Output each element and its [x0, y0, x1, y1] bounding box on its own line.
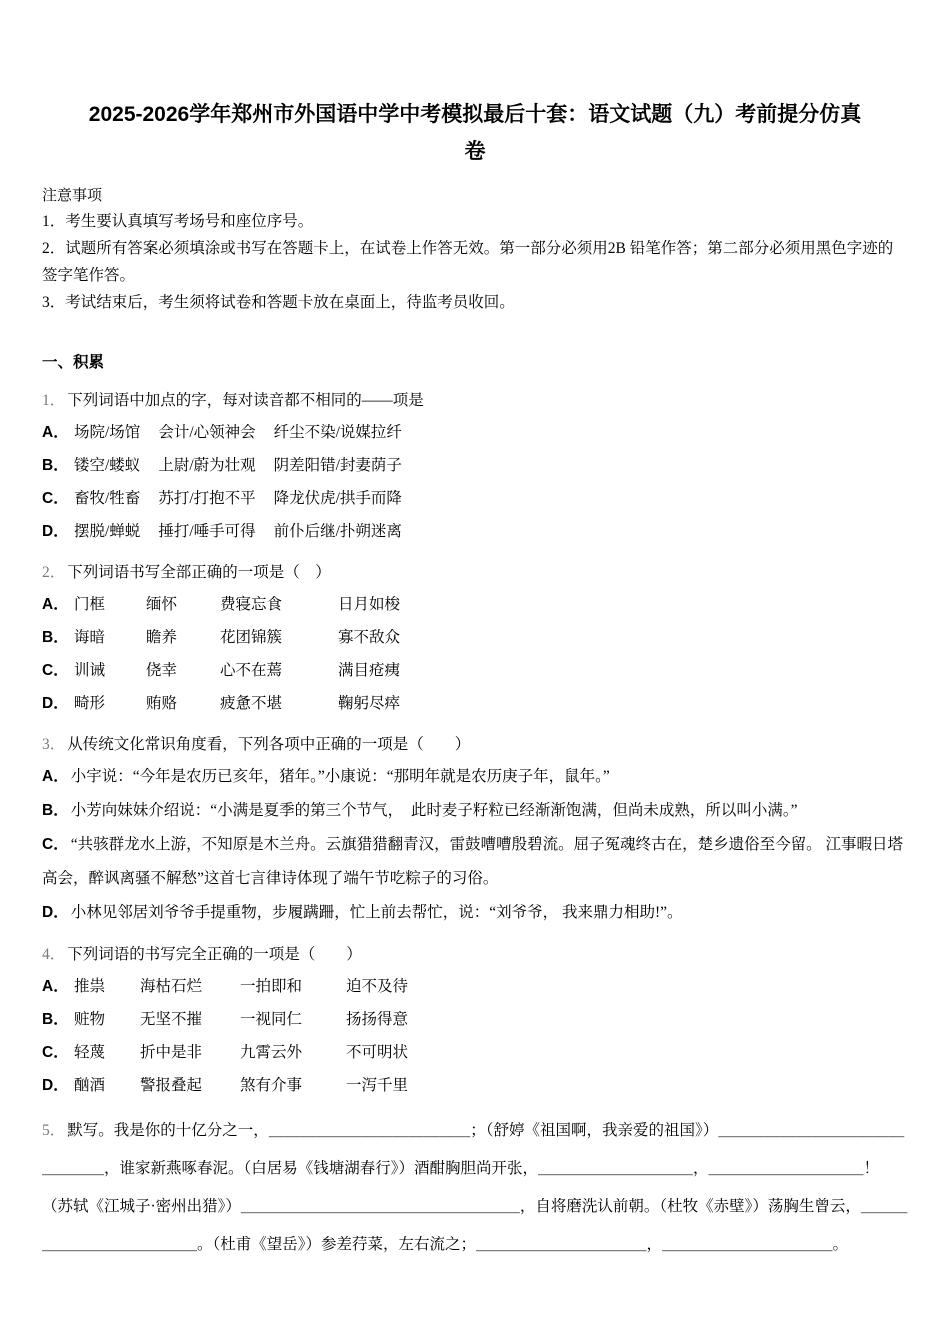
question-1 — [42, 386, 908, 548]
exam-title — [42, 96, 908, 170]
option-word: 疲惫不堪 — [220, 695, 283, 712]
option-word: 轻蔑 — [74, 1044, 106, 1061]
q3-option-a — [42, 760, 908, 794]
question-stem-text: 下列词语中加点的字，每对读音都不相同的——项是 — [67, 392, 424, 409]
option-label: B． — [42, 802, 69, 819]
exam-title-line1: 2025-2026学年郑州市外国语中学中考模拟最后十套：语文试题（九）考前提分仿真 — [88, 103, 862, 126]
option-text: “共骇群龙水上游，不知原是木兰舟。云旗猎猎翻青汉，雷鼓嘈嘈殷碧流。屈子冤魂终古在，楚乡遗俗至今留。 江事暇日塔高会，醉讽离骚不解愁”这首七言律诗体现了端午节吃粽子的习俗。 — [42, 836, 903, 887]
option-text: 镂空/蝼蚁 — [74, 457, 141, 474]
notice-section — [42, 184, 908, 316]
option-word: 不可明状 — [346, 1044, 409, 1061]
q3-option-d — [42, 896, 908, 930]
option-word: 一拍即和 — [240, 978, 303, 995]
option-word: 缅怀 — [146, 596, 178, 613]
option-text: 纤尘不染/说媒拉纤 — [273, 424, 402, 441]
question-stem — [42, 940, 908, 970]
option-text: 阴差阳错/封妻荫子 — [273, 457, 402, 474]
option-label: A． — [42, 768, 69, 785]
q1-option-b — [42, 449, 908, 482]
option-word: 门框 — [74, 596, 106, 613]
notice-item: 2．试题所有答案必须填涂或书写在答题卡上，在试卷上作答无效。第一部分必须用2B 铅笔作答；第二部分必须用黑色字迹的签字笔作答。 — [42, 240, 894, 284]
option-word: 费寝忘食 — [220, 596, 283, 613]
q3-option-b — [42, 794, 908, 828]
q4-option-b — [42, 1003, 908, 1036]
option-text: 摆脱/蝉蜕 — [74, 523, 141, 540]
option-label: C． — [42, 490, 69, 507]
section-heading: 一、积累 — [42, 354, 105, 371]
question-3 — [42, 730, 908, 930]
question-number: 1． — [42, 392, 66, 409]
notice-heading: 注意事项 — [42, 188, 103, 204]
option-label: B． — [42, 457, 69, 474]
question-4 — [42, 940, 908, 1102]
option-label: C． — [42, 1044, 69, 1061]
option-word: 折中是非 — [140, 1044, 203, 1061]
question-stem — [42, 558, 908, 588]
question-number: 2． — [42, 564, 66, 581]
question-stem-text: 下列词语书写全部正确的一项是（ ） — [67, 564, 331, 581]
question-5 — [42, 1112, 908, 1264]
option-text: 捶打/唾手可得 — [158, 523, 256, 540]
option-word: 一泻千里 — [346, 1077, 409, 1094]
option-word: 迫不及待 — [346, 978, 409, 995]
q4-option-d — [42, 1069, 908, 1102]
dictation-text: 默写。我是你的十亿分之一，＿＿＿＿＿＿＿＿＿＿＿＿＿；（舒婷《祖国啊，我亲爱的祖国》）＿＿＿＿＿＿＿＿＿＿＿＿＿＿＿＿，谁家新燕啄春泥。（白居易《钱塘湖春行》）酒酣胸胆尚开张，＿＿＿＿＿＿＿＿＿＿，＿＿＿＿＿＿＿＿＿＿！（苏轼《江城子·密州出猎》）＿＿＿＿＿＿＿＿＿＿＿＿＿＿＿＿＿＿，自将磨洗认前朝。（杜牧《赤壁》）荡胸生曾云，＿＿＿＿＿＿＿＿＿＿＿＿＿。（杜甫《望岳》）参差荇菜，左右流之；＿＿＿＿＿＿＿＿＿＿＿，＿＿＿＿＿＿＿＿＿＿＿。 — [42, 1122, 908, 1253]
option-text: 前仆后继/扑朔迷离 — [273, 523, 402, 540]
question-stem — [42, 730, 908, 760]
option-word: 心不在蔫 — [220, 662, 283, 679]
option-word: 诲暗 — [74, 629, 106, 646]
option-text: 小宇说：“今年是农历已亥年，猪年。”小康说：“那明年就是农历庚子年，鼠年。” — [70, 768, 610, 785]
option-label: D． — [42, 523, 69, 540]
option-text: 上尉/蔚为壮观 — [158, 457, 256, 474]
option-word: 推祟 — [74, 978, 106, 995]
option-text: 会计/心领神会 — [158, 424, 256, 441]
option-word: 训诫 — [74, 662, 106, 679]
exam-title-line2: 卷 — [464, 140, 486, 163]
option-word: 扬扬得意 — [346, 1011, 409, 1028]
option-text: 小林见邻居刘爷爷手提重物，步履蹒跚，忙上前去帮忙，说：“刘爷爷， 我来鼎力相助!”。 — [70, 904, 683, 921]
option-label: A． — [42, 424, 69, 441]
option-label: A． — [42, 596, 69, 613]
option-label: B． — [42, 1011, 69, 1028]
q1-option-a — [42, 416, 908, 449]
question-number: 4． — [42, 946, 66, 963]
option-word: 酗酒 — [74, 1077, 106, 1094]
option-label: D． — [42, 1077, 69, 1094]
q2-option-c — [42, 654, 908, 687]
option-text: 苏打/打抱不平 — [158, 490, 256, 507]
option-word: 警报叠起 — [140, 1077, 203, 1094]
option-text: 降龙伏虎/拱手而降 — [273, 490, 402, 507]
option-word: 畸形 — [74, 695, 106, 712]
option-word: 侥幸 — [146, 662, 178, 679]
option-label: D． — [42, 695, 69, 712]
option-word: 贿赂 — [146, 695, 178, 712]
option-label: C． — [42, 836, 69, 853]
option-text: 畜牧/牲畜 — [74, 490, 141, 507]
question-number: 5． — [42, 1122, 66, 1139]
option-word: 煞有介事 — [240, 1077, 303, 1094]
option-word: 九霄云外 — [240, 1044, 303, 1061]
option-word: 无坚不摧 — [140, 1011, 203, 1028]
question-stem — [42, 386, 908, 416]
option-label: C． — [42, 662, 69, 679]
option-word: 日月如梭 — [338, 596, 401, 613]
option-label: D． — [42, 904, 69, 921]
q1-option-c — [42, 482, 908, 515]
notice-item: 3．考试结束后，考生须将试卷和答题卡放在桌面上，待监考员收回。 — [42, 294, 515, 311]
option-label: A． — [42, 978, 69, 995]
dictation-paragraph — [42, 1112, 908, 1264]
option-word: 海枯石烂 — [140, 978, 203, 995]
question-stem-text: 从传统文化常识角度看，下列各项中正确的一项是（ ） — [67, 736, 471, 753]
option-word: 一视同仁 — [240, 1011, 303, 1028]
q1-option-d — [42, 515, 908, 548]
option-word: 满目疮痍 — [338, 662, 401, 679]
option-label: B． — [42, 629, 69, 646]
question-number: 3． — [42, 736, 66, 753]
question-2 — [42, 558, 908, 720]
option-word: 寡不敌众 — [338, 629, 401, 646]
option-word: 赃物 — [74, 1011, 106, 1028]
option-text: 场院/场馆 — [74, 424, 141, 441]
q2-option-d — [42, 687, 908, 720]
notice-item: 1．考生要认真填写考场号和座位序号。 — [42, 213, 314, 230]
q4-option-c — [42, 1036, 908, 1069]
q2-option-b — [42, 621, 908, 654]
q3-option-c — [42, 828, 908, 896]
option-word: 鞠躬尽瘁 — [338, 695, 401, 712]
question-stem-text: 下列词语的书写完全正确的一项是（ ） — [67, 946, 362, 963]
q4-option-a — [42, 970, 908, 1003]
option-word: 瞻养 — [146, 629, 178, 646]
option-text: 小芳向妹妹介绍说：“小满是夏季的第三个节气， 此时麦子籽粒已经渐渐饱满，但尚未成熟，所以叫小满。” — [70, 802, 798, 819]
option-word: 花团锦簇 — [220, 629, 283, 646]
q2-option-a — [42, 588, 908, 621]
